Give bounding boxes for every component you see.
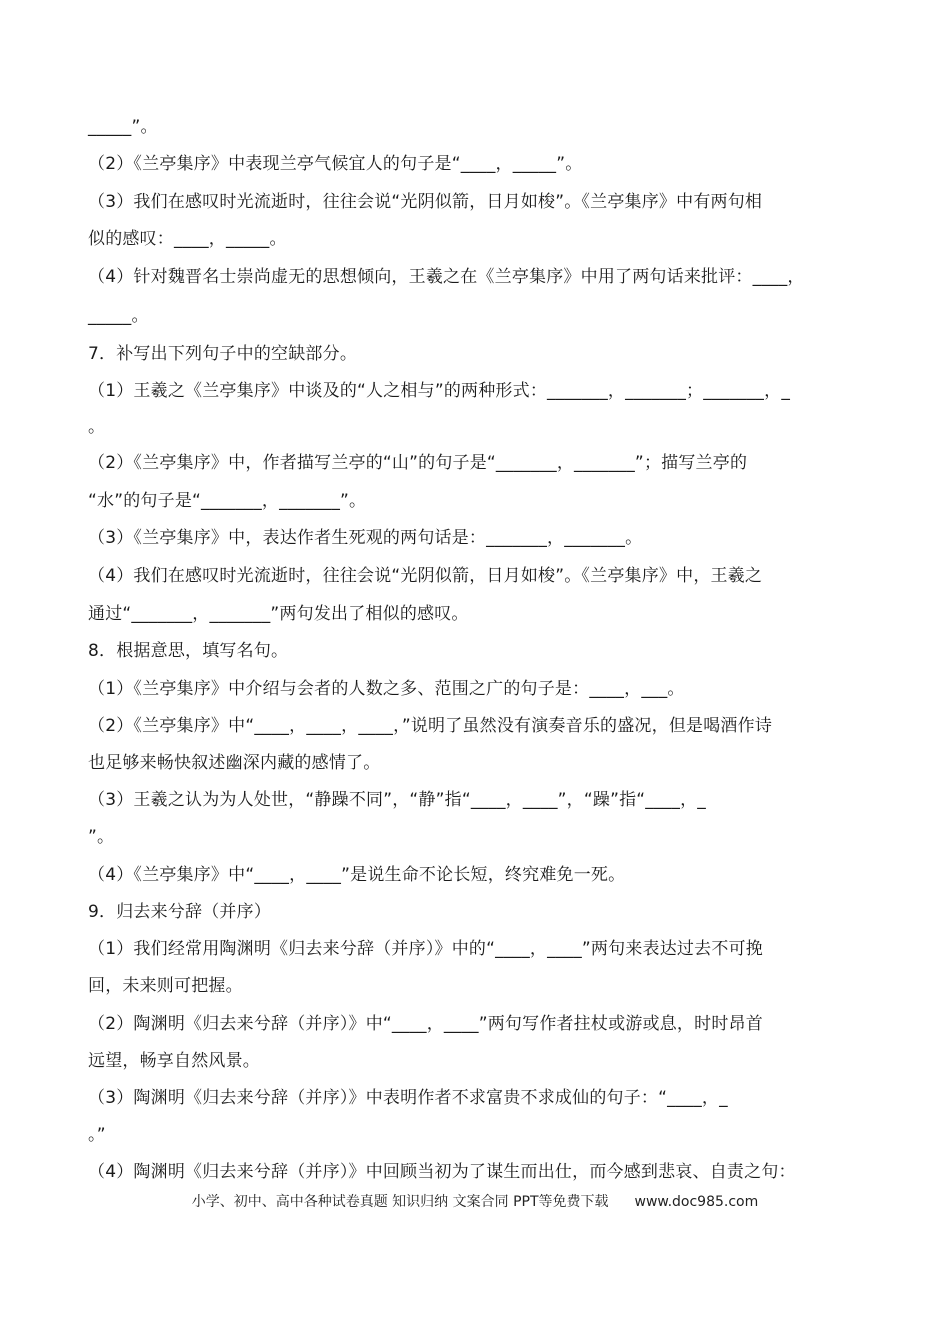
text-line: （2）《兰亭集序》中，作者描写兰亭的“山”的句子是“_______，_______”；描写兰亭的 bbox=[88, 453, 748, 473]
page-footer bbox=[0, 1192, 950, 1212]
text-line: （4）针对魏晋名士崇尚虚无的思想倾向，王羲之在《兰亭集序》中用了两句话来批评：____， bbox=[88, 267, 805, 287]
text-line: （1）我们经常用陶渊明《归去来兮辞（并序）》中的“____，____”两句来表达过去不可挽 bbox=[88, 939, 763, 959]
text-line: 。 bbox=[88, 417, 106, 437]
text-line: （4）我们在感叹时光流逝时，往往会说“光阴似箭，日月如梭”。《兰亭集序》中，王羲之 bbox=[88, 566, 763, 586]
text-line: _____”。 bbox=[88, 117, 158, 137]
text-line: 。” bbox=[88, 1125, 106, 1145]
text-line: （4）陶渊明《归去来兮辞（并序）》中回顾当初为了谋生而出仕，而今感到悲哀、自责之句： bbox=[88, 1162, 796, 1182]
text-line: ”。 bbox=[88, 827, 115, 847]
question-heading: 7．补写出下列句子中的空缺部分。 bbox=[88, 344, 358, 364]
text-line: （1）《兰亭集序》中介绍与会者的人数之多、范围之广的句子是：____，___。 bbox=[88, 679, 685, 699]
text-line: （1）王羲之《兰亭集序》中谈及的“人之相与”的两种形式：_______，_______；_______，_ bbox=[88, 381, 791, 401]
text-line: 通过“_______，_______”两句发出了相似的感叹。 bbox=[88, 604, 469, 624]
footer-url[interactable]: www.doc985.com bbox=[634, 1194, 759, 1210]
text-line: （3）《兰亭集序》中，表达作者生死观的两句话是：_______，_______。 bbox=[88, 528, 643, 548]
text-line: （3）王羲之认为为人处世，“静躁不同”，“静”指“____，____”，“躁”指“____，_ bbox=[88, 790, 706, 810]
text-line: （2）《兰亭集序》中表现兰亭气候宜人的句子是“____，_____”。 bbox=[88, 154, 583, 174]
text-line: 似的感叹：____，_____。 bbox=[88, 229, 287, 249]
text-line: _____。 bbox=[88, 306, 149, 326]
text-line: “水”的句子是“_______，_______”。 bbox=[88, 491, 367, 511]
text-line: 远望，畅享自然风景。 bbox=[88, 1051, 260, 1071]
text-line: 回，未来则可把握。 bbox=[88, 976, 243, 996]
footer-text: 小学、初中、高中各种试卷真题 知识归纳 文案合同 PPT等免费下载 bbox=[191, 1194, 609, 1210]
text-line: （2）《兰亭集序》中“____，____，____，”说明了虽然没有演奏音乐的盛况，但是喝酒作诗 bbox=[88, 716, 773, 736]
question-heading: 8．根据意思，填写名句。 bbox=[88, 641, 289, 661]
text-line: （3）我们在感叹时光流逝时，往往会说“光阴似箭，日月如梭”。《兰亭集序》中有两句相 bbox=[88, 192, 763, 212]
text-line: 也足够来畅快叙述幽深内藏的感情了。 bbox=[88, 753, 381, 773]
question-heading: 9．归去来兮辞（并序） bbox=[88, 902, 272, 922]
text-line: （3）陶渊明《归去来兮辞（并序）》中表明作者不求富贵不求成仙的句子：“____，_ bbox=[88, 1088, 728, 1108]
text-line: （4）《兰亭集序》中“____，____”是说生命不论长短，终究难免一死。 bbox=[88, 865, 626, 885]
text-line: （2）陶渊明《归去来兮辞（并序）》中“____，____”两句写作者拄杖或游或息，时时昂首 bbox=[88, 1014, 763, 1034]
